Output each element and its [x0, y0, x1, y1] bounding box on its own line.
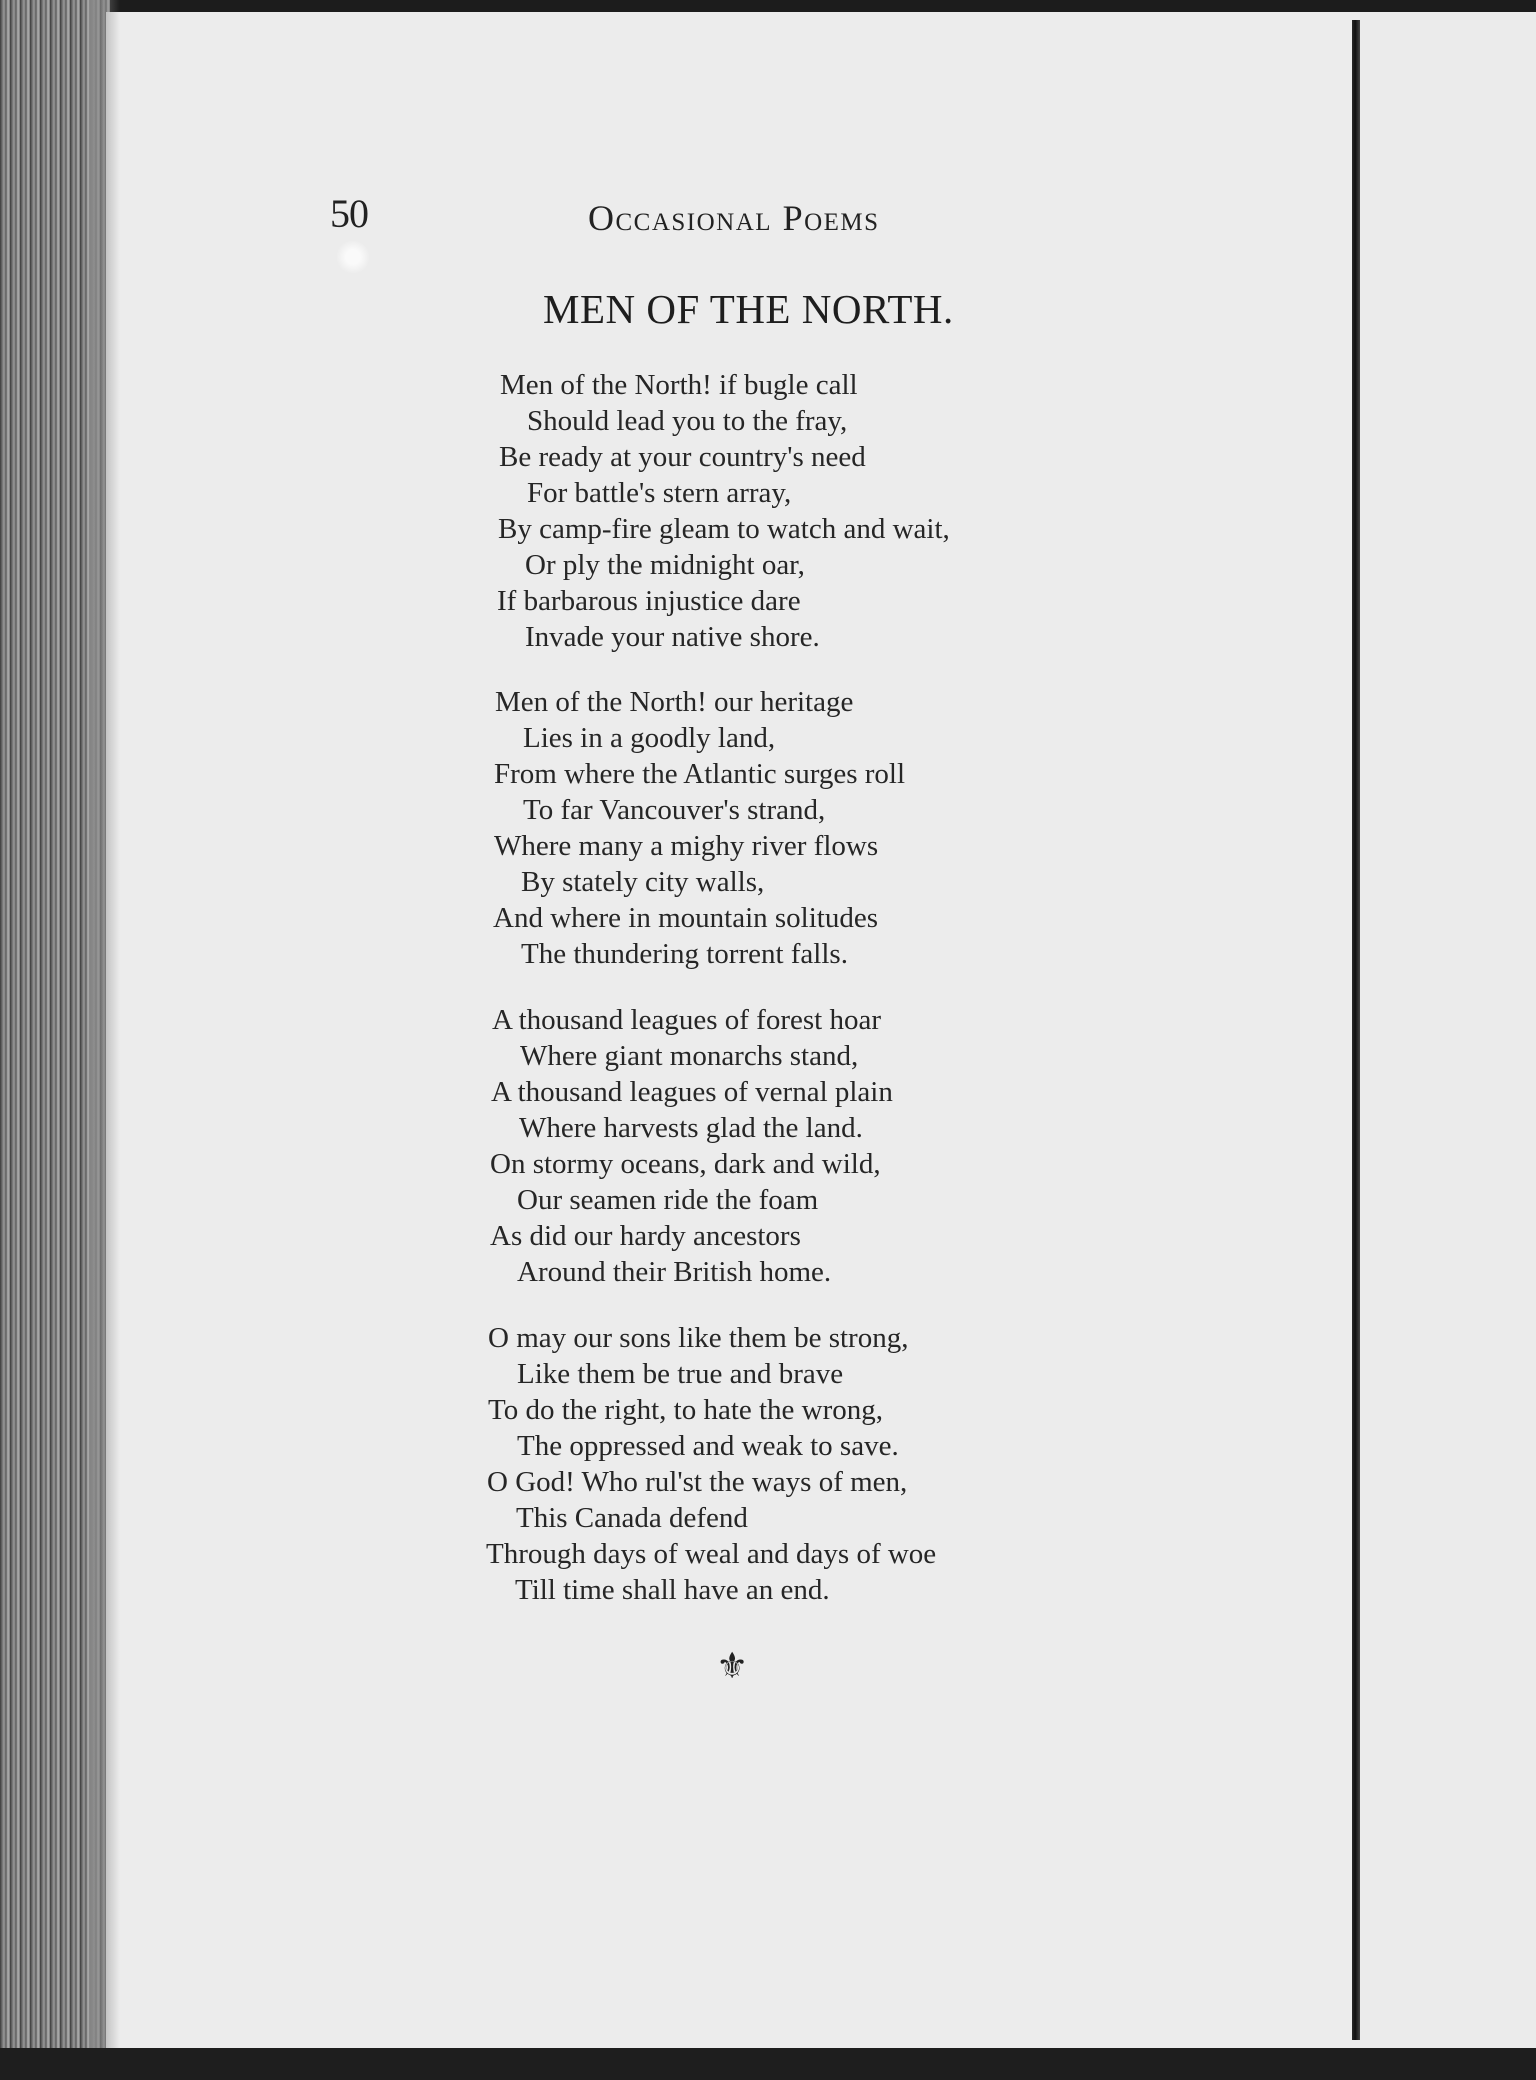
poem-line: By camp-fire gleam to watch and wait, [498, 513, 950, 545]
poem-line: From where the Atlantic surges roll [494, 758, 906, 790]
poem-line: The oppressed and weak to save. [517, 1430, 899, 1462]
poem-line: O God! Who rul'st the ways of men, [487, 1466, 908, 1498]
poem-line: To far Vancouver's strand, [523, 794, 826, 826]
book-gutter [1352, 20, 1360, 2040]
poem-line: Around their British home. [517, 1256, 832, 1288]
print-smudge [336, 240, 370, 274]
poem-line: This Canada defend [516, 1502, 748, 1534]
poem-line: Where harvests glad the land. [519, 1112, 863, 1144]
poem-line: For battle's stern array, [527, 477, 792, 509]
poem-line: Or ply the midnight oar, [525, 549, 805, 581]
poem-line: The thundering torrent falls. [521, 938, 848, 970]
poem-line: Invade your native shore. [525, 621, 820, 653]
scan-top-border [0, 0, 1536, 12]
poem-line: Should lead you to the fray, [527, 405, 848, 437]
page-edge-shadow [90, 0, 120, 2048]
scan-bottom-border [0, 2048, 1536, 2080]
facing-page [1360, 12, 1536, 2048]
poem-line: Through days of weal and days of woe [486, 1538, 937, 1570]
poem-title: MEN OF THE NORTH. [543, 286, 954, 332]
poem-line: Men of the North! if bugle call [500, 369, 858, 401]
poem-line: As did our hardy ancestors [490, 1220, 801, 1252]
poem-line: Like them be true and brave [517, 1358, 844, 1390]
poem-line: Where many a mighy river flows [494, 830, 879, 862]
poem-line: O may our sons like them be strong, [488, 1322, 909, 1354]
poem-line: Where giant monarchs stand, [520, 1040, 859, 1072]
poem-line: And where in mountain solitudes [493, 902, 879, 934]
poem-line: By stately city walls, [521, 866, 765, 898]
poem-line: Our seamen ride the foam [517, 1184, 819, 1216]
poem-line: To do the right, to hate the wrong, [488, 1394, 884, 1426]
poem-line: Lies in a goodly land, [523, 722, 776, 754]
poem-line: Men of the North! our heritage [495, 686, 854, 718]
poem-line: A thousand leagues of vernal plain [491, 1076, 893, 1108]
poem-line: Till time shall have an end. [515, 1574, 830, 1606]
page-number: 50 [330, 191, 368, 236]
poem-line: Be ready at your country's need [499, 441, 866, 473]
fleur-de-lis-ornament-icon: ⚜ [716, 1646, 749, 1687]
poem-line: On stormy oceans, dark and wild, [490, 1148, 881, 1180]
poem-line: If barbarous injustice dare [497, 585, 801, 617]
running-head: Occasional Poems [588, 198, 880, 238]
poem-line: A thousand leagues of forest hoar [492, 1004, 881, 1036]
